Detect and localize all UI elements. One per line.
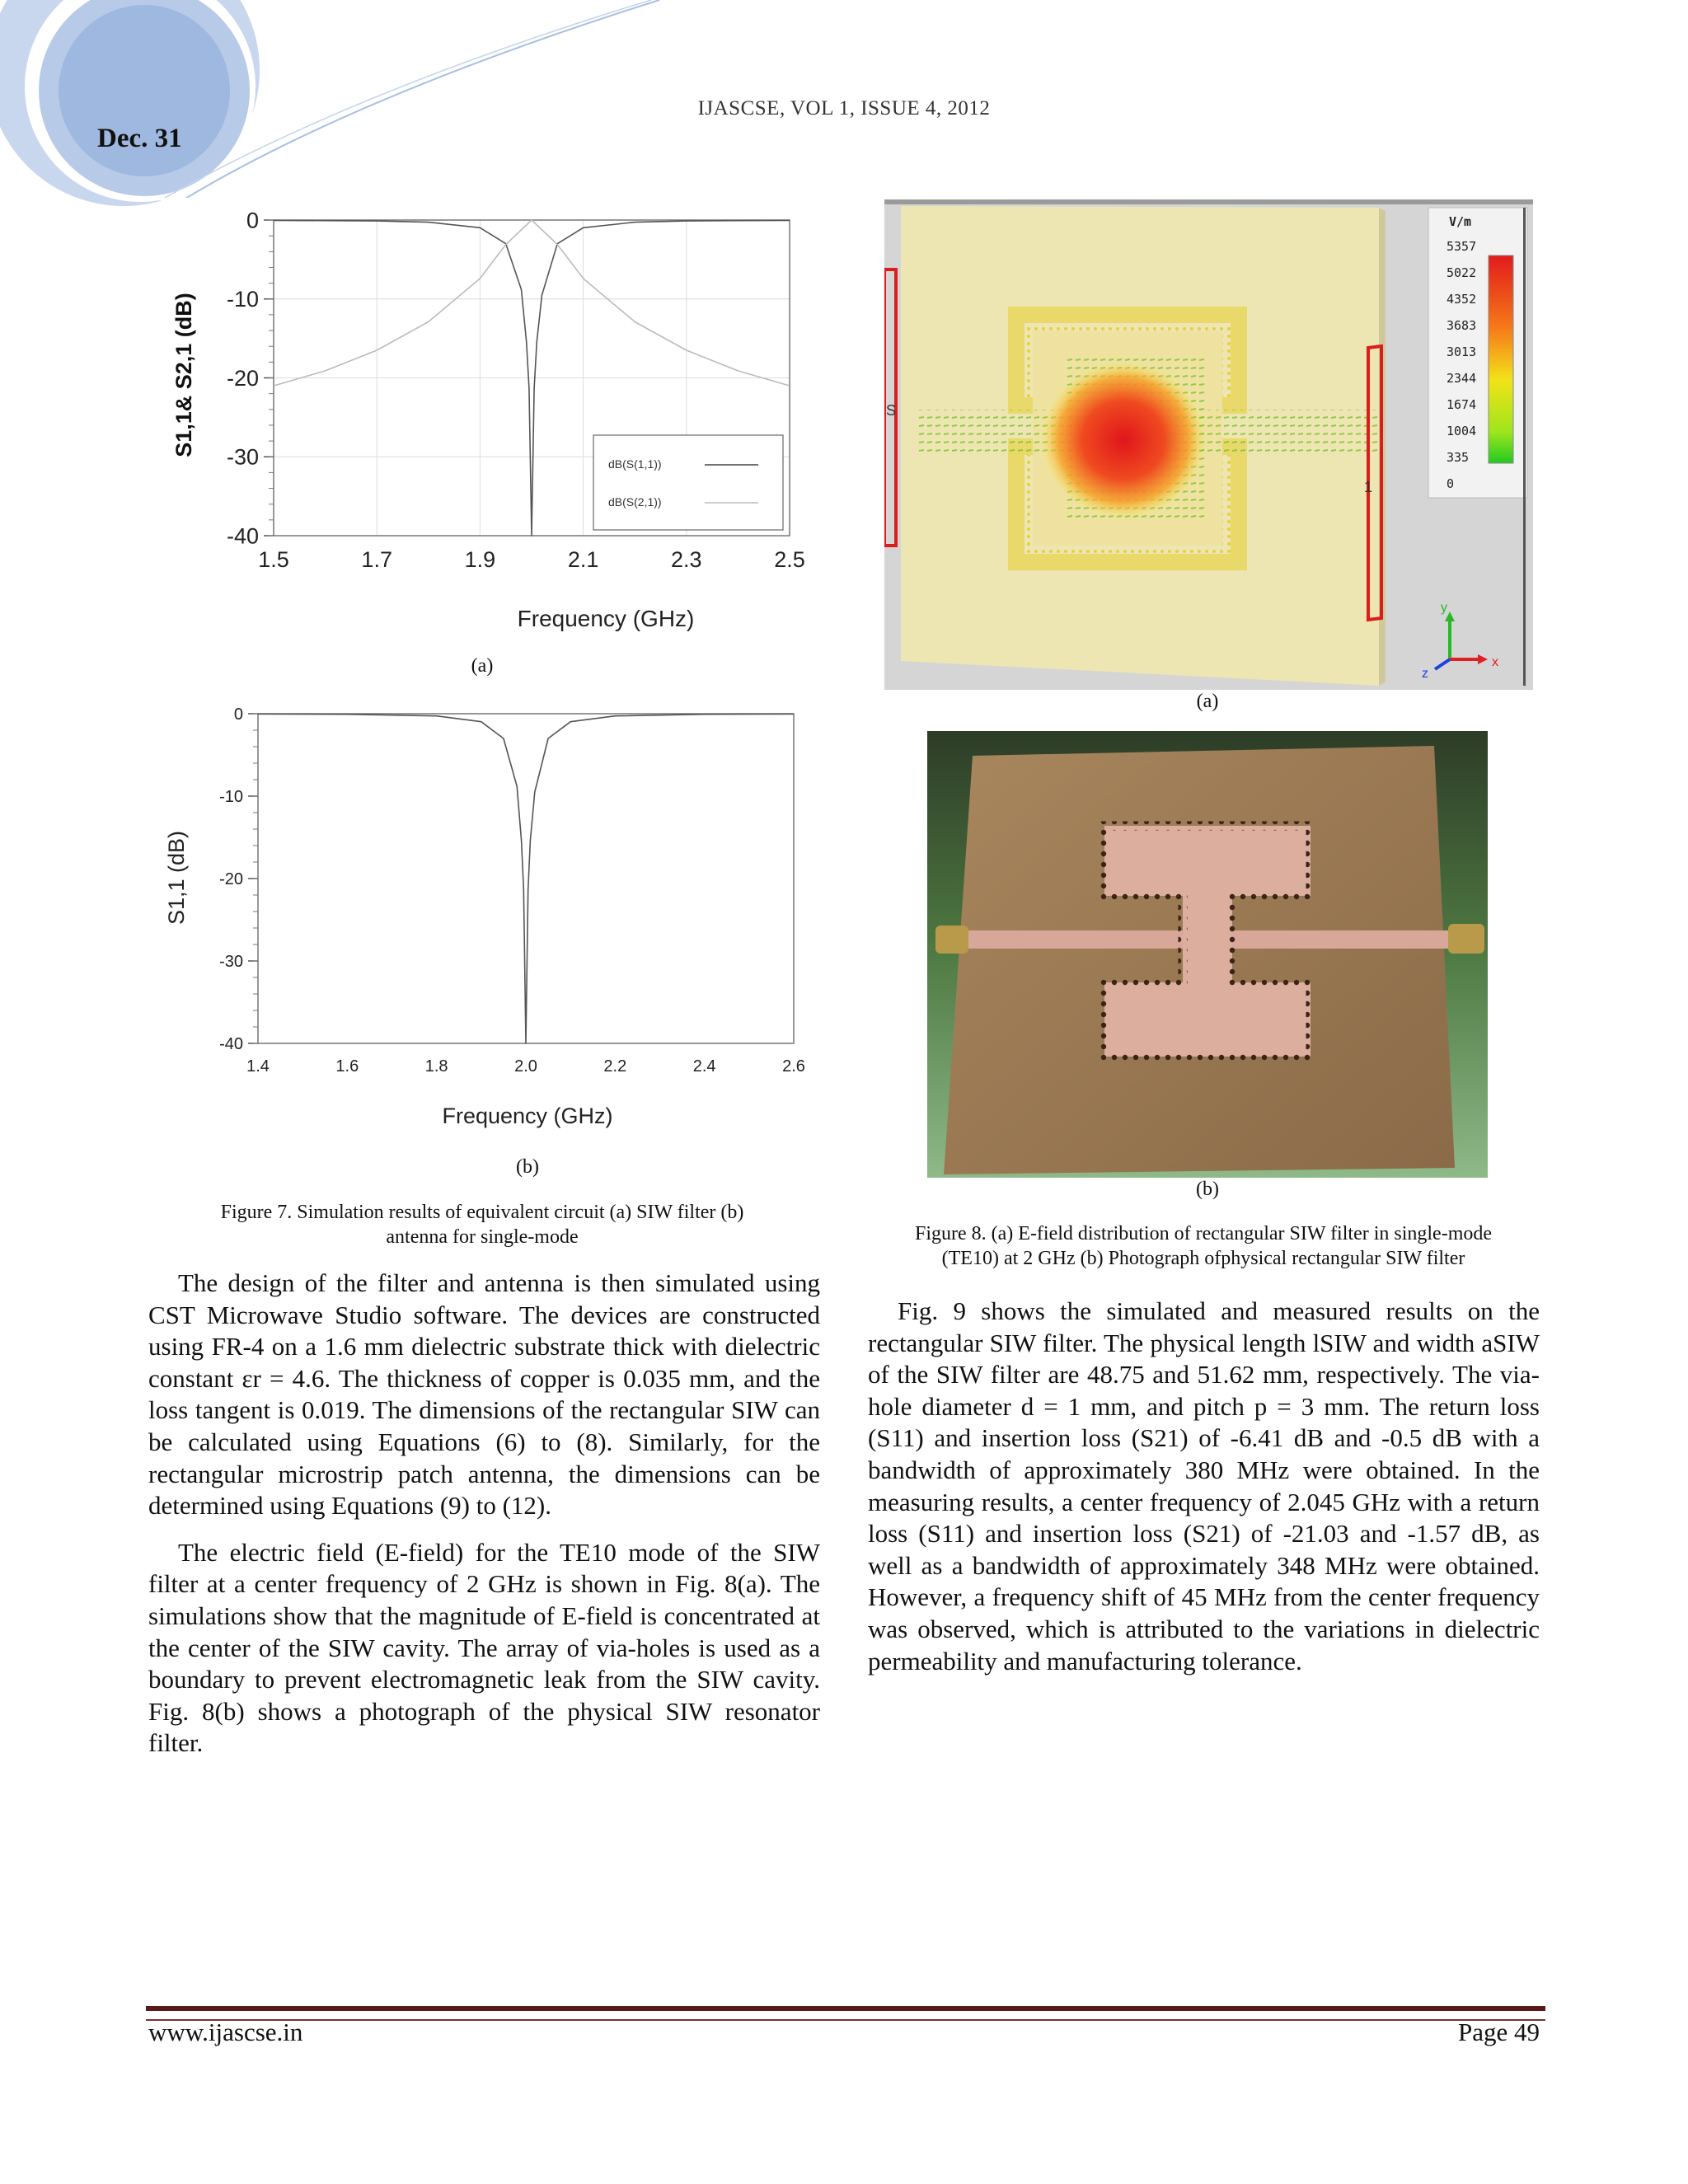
x-tick-label: 1.8 — [424, 1057, 448, 1076]
right-column-text — [868, 1296, 1540, 1677]
x-axis-label: Frequency (GHz) — [517, 606, 695, 631]
x-tick-label: 2.1 — [567, 547, 599, 572]
connector-left — [935, 926, 968, 954]
y-axis-label: S1,1 (dB) — [164, 830, 189, 926]
footer-url[interactable]: www.ijascse.in — [148, 2018, 303, 2046]
x-tick-label: 1.9 — [464, 547, 496, 572]
colorbar-value: 3683 — [1447, 318, 1477, 333]
field-hotspot — [1041, 362, 1206, 518]
y-tick-label: -40 — [219, 1035, 243, 1053]
figure7-caption — [148, 1200, 816, 1249]
figure8-caption-line2: (TE10) at 2 GHz (b) Photograph ofphysical rectangular SIW filter — [941, 1248, 1465, 1269]
colorbar-unit: V/m — [1449, 214, 1472, 229]
x-tick-label: 2.5 — [774, 547, 805, 572]
chart-legend — [593, 435, 783, 530]
figure8-caption-line1: Figure 8. (a) E-field distribution of rectangular SIW filter in single-mode — [914, 1223, 1493, 1244]
fig8-sub-a: (a) — [1196, 691, 1219, 712]
x-tick-label: 2.3 — [671, 547, 702, 572]
y-tick-label: -20 — [226, 365, 259, 391]
colorbar-value: 4352 — [1447, 292, 1477, 307]
right-paragraph-1: Fig. 9 shows the simulated and measured results on the rectangular SIW filter. The physical length lSIW and width aSIW of the SIW filter are 48.75 and 51.62 mm, respectively. The via-hole diameter d = 1 mm, and pitch p = 3 mm. The return loss (S11) and insertion loss (S21) of -6.41 dB and -0.5 dB with a bandwidth of approximately 380 MHz were obtained. In the measuring results, a center frequency of 2.045 GHz with a return loss (S11) and insertion loss (S21) of -21.03 and -1.57 dB, as well as a bandwidth of approximately 348 MHz were obtained. However, a frequency shift of 45 MHz from the center frequency was observed, which is attributed to the variations in dielectric permeability and manufacturing tolerance. — [868, 1296, 1540, 1675]
colorbar — [1489, 255, 1513, 463]
y-tick-label: 0 — [233, 705, 243, 724]
y-tick-label: -10 — [226, 287, 259, 312]
colorbar-value: 1674 — [1447, 397, 1477, 412]
colorbar-value: 3013 — [1447, 344, 1477, 359]
y-tick-label: -30 — [219, 953, 243, 971]
footer-page-number: Page 49 — [1457, 2018, 1540, 2046]
left-paragraph-2: The electric field (E-field) for the TE10 mode of the SIW filter at a center frequency of 2 GHz is shown in Fig. 8(a). The simulations show that the magnitude of E-field is concentrated at the center of the SIW cavity. The array of via-holes is used as a boundary to prevent electromagnetic leak from the SIW cavity. Fig. 8(b) shows a photograph of the physical SIW resonator filter. — [148, 1537, 820, 1758]
issue-date: Dec. 31 — [97, 124, 182, 153]
y-tick-label: -20 — [219, 870, 243, 888]
figure7b-chart — [161, 701, 820, 1146]
x-tick-label: 2.2 — [603, 1057, 627, 1076]
connector-right — [1448, 924, 1484, 954]
axis-y-label: y — [1441, 601, 1447, 615]
axis-x-label: x — [1492, 655, 1498, 669]
y-tick-label: -30 — [226, 444, 259, 470]
x-tick-label: 2.6 — [782, 1057, 805, 1076]
x-tick-label: 2.4 — [692, 1057, 716, 1076]
legend-label-s21: dB(S(2,1)) — [608, 495, 662, 509]
axis-z-label: z — [1422, 667, 1428, 681]
colorbar-value: 1004 — [1447, 424, 1477, 438]
figure8-caption — [865, 1221, 1541, 1271]
figure8a-efield — [884, 199, 1533, 690]
y-tick-label: 0 — [246, 208, 259, 233]
x-tick-label: 1.4 — [246, 1057, 270, 1076]
figure8b-photo — [927, 731, 1488, 1178]
colorbar-value: 0 — [1447, 476, 1455, 491]
left-column-text — [148, 1268, 820, 1760]
colorbar-value: 5022 — [1447, 265, 1477, 280]
x-tick-label: 1.5 — [258, 547, 289, 572]
figure7a-chart — [161, 198, 820, 651]
port-label-1: 1 — [1364, 479, 1373, 495]
x-tick-label: 1.7 — [361, 547, 392, 572]
journal-header: IJASCSE, VOL 1, ISSUE 4, 2012 — [697, 97, 991, 120]
x-tick-label: 1.6 — [335, 1057, 359, 1076]
y-tick-label: -40 — [226, 523, 259, 549]
y-axis-label: S1,1& S2,1 (dB) — [171, 293, 196, 457]
x-tick-label: 2.0 — [514, 1057, 537, 1076]
fig8-sub-b: (b) — [1196, 1179, 1219, 1200]
fig7-sub-a: (a) — [471, 655, 494, 677]
fig7-sub-b: (b) — [516, 1156, 539, 1178]
x-axis-label: Frequency (GHz) — [442, 1104, 613, 1128]
figure7-caption-line1: Figure 7. Simulation results of equivalent circuit (a) SIW filter (b) — [220, 1202, 744, 1223]
colorbar-value: 5357 — [1447, 239, 1477, 254]
port-label-s: S — [886, 402, 897, 419]
y-tick-label: -10 — [219, 788, 243, 806]
colorbar-value: 335 — [1447, 450, 1470, 465]
left-paragraph-1: The design of the filter and antenna is then simulated using CST Microwave Studio software. The devices are constructed using FR-4 on a 1.6 mm dielectric substrate thick with dielectric constant εr = 4.6. The thickness of copper is 0.035 mm, and the loss tangent is 0.019. The dimensions of the rectangular SIW can be calculated using Equations (6) to (8). Similarly, for the rectangular microstrip patch antenna, the dimensions can be determined using Equations (9) to (12). — [148, 1268, 820, 1521]
figure7-caption-line2: antenna for single-mode — [386, 1226, 579, 1248]
colorbar-value: 2344 — [1447, 371, 1477, 386]
legend-label-s11: dB(S(1,1)) — [608, 457, 662, 471]
footer-rule — [146, 2006, 1545, 2021]
